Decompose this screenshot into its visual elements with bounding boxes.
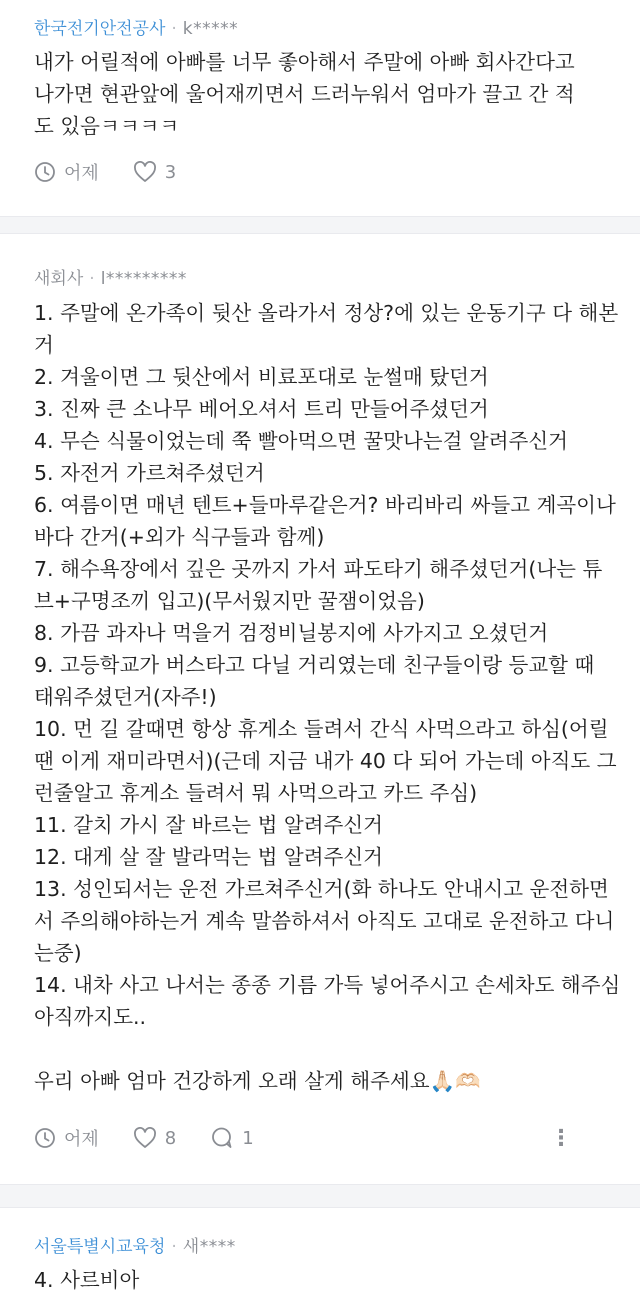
meta-separator-dot: · bbox=[171, 1237, 177, 1257]
comment-line: 4. 사르비아 bbox=[34, 1268, 140, 1292]
comment-line: 9. 고등학교가 버스타고 다닐 거리였는데 친구들이랑 등교할 때 bbox=[34, 653, 595, 677]
more-options-button[interactable] bbox=[550, 1126, 572, 1151]
heart-icon bbox=[133, 161, 157, 183]
clock-icon bbox=[34, 1127, 56, 1149]
comment-divider bbox=[0, 216, 640, 234]
comment-line: 11. 갈치 가시 잘 바르는 법 알려주신거 bbox=[34, 813, 383, 837]
blank-line bbox=[34, 1033, 614, 1065]
comment-line: 런줄알고 휴게소 들려서 뭐 사먹으라고 카드 주심) bbox=[34, 781, 478, 805]
comment-body bbox=[34, 1264, 614, 1296]
comment-line: 8. 가끔 과자나 먹을거 검정비닐봉지에 사가지고 오셨던거 bbox=[34, 621, 549, 645]
comment-line: 아직까지도.. bbox=[34, 1005, 147, 1029]
timestamp-label: 어제 bbox=[64, 163, 99, 184]
heart-icon bbox=[133, 1127, 157, 1149]
meta-separator-dot: · bbox=[171, 19, 177, 39]
comment-line: 도 있음ㅋㅋㅋㅋ bbox=[34, 114, 180, 138]
comment-body bbox=[34, 297, 621, 1097]
speech-bubble-icon bbox=[210, 1126, 234, 1150]
company-link[interactable]: 서울특별시교육청 bbox=[34, 1237, 166, 1257]
comment-line: 바다 간거(+외가 식구들과 함께) bbox=[34, 525, 325, 549]
comment-line: 2. 겨울이면 그 뒷산에서 비료포대로 눈썰매 탔던거 bbox=[34, 365, 489, 389]
meta-separator-dot: · bbox=[89, 269, 95, 289]
like-count: 8 bbox=[164, 1127, 177, 1149]
vertical-dots-icon: ⋮ bbox=[550, 1125, 572, 1151]
comment-line: 6. 여름이면 매년 텐트+들마루같은거? 바리바리 싸들고 계곡이나 bbox=[34, 493, 616, 517]
comment-line: 는중) bbox=[34, 941, 82, 965]
comment-meta bbox=[34, 264, 187, 289]
comment-line: 14. 내차 사고 나서는 종종 기름 가득 넣어주시고 손세차도 해주심 bbox=[34, 973, 621, 997]
comment-line: 거 bbox=[34, 333, 54, 357]
username: 새**** bbox=[182, 1237, 236, 1257]
clock-icon bbox=[34, 161, 56, 183]
like-button[interactable] bbox=[133, 161, 176, 183]
comment-line: 나가면 현관앞에 울어재끼면서 드러누워서 엄마가 끌고 간 적 bbox=[34, 82, 575, 106]
username: k***** bbox=[182, 19, 239, 39]
comment-line: 13. 성인되서는 운전 가르쳐주신거(화 하나도 안내시고 운전하면 bbox=[34, 877, 609, 901]
company-link[interactable]: 새회사 bbox=[34, 269, 84, 289]
comment-line: 브+구명조끼 입고)(무서웠지만 꿀잼이었음) bbox=[34, 589, 425, 613]
comment-line: 내가 어릴적에 아빠를 너무 좋아해서 주말에 아빠 회사간다고 bbox=[34, 50, 575, 74]
like-count: 3 bbox=[164, 161, 177, 183]
comment-meta bbox=[34, 14, 238, 39]
comment-line: 우리 아빠 엄마 건강하게 오래 살게 해주세요🙏🏻🫶🏻 bbox=[34, 1069, 481, 1093]
comment-line: 12. 대게 살 잘 발라먹는 법 알려주신거 bbox=[34, 845, 383, 869]
comment-line: 태워주셨던거(자주!) bbox=[34, 685, 217, 709]
comment-card bbox=[0, 0, 640, 216]
comment-body bbox=[34, 46, 614, 142]
comment-line: 4. 무슨 식물이었는데 쭉 빨아먹으면 꿀맛나는걸 알려주신거 bbox=[34, 429, 568, 453]
comment-line: 5. 자전거 가르쳐주셨던거 bbox=[34, 461, 265, 485]
comment-line: 서 주의해야하는거 계속 말씀하셔서 아직도 고대로 운전하고 다니 bbox=[34, 909, 615, 933]
timestamp bbox=[34, 159, 99, 185]
like-button[interactable] bbox=[133, 1127, 176, 1149]
username: l********* bbox=[100, 269, 187, 289]
timestamp-label: 어제 bbox=[64, 1129, 99, 1150]
comment-card bbox=[0, 1208, 640, 1292]
comment-meta bbox=[34, 1232, 236, 1257]
comment-line: 1. 주말에 온가족이 뒷산 올라가서 정상?에 있는 운동기구 다 해본 bbox=[34, 301, 619, 325]
comment-card bbox=[0, 234, 640, 1184]
reply-button[interactable] bbox=[210, 1126, 253, 1150]
comment-divider bbox=[0, 1184, 640, 1208]
comment-line: 10. 먼 길 갈때면 항상 휴게소 들려서 간식 사먹으라고 하심(어릴 bbox=[34, 717, 609, 741]
comment-line: 7. 해수욕장에서 깊은 곳까지 가서 파도타기 해주셨던거(나는 튜 bbox=[34, 557, 603, 581]
comment-line: 3. 진짜 큰 소나무 베어오셔서 트리 만들어주셨던거 bbox=[34, 397, 489, 421]
comment-actions bbox=[34, 157, 210, 187]
timestamp bbox=[34, 1125, 99, 1151]
comment-line: 땐 이게 재미라면서)(근데 지금 내가 40 다 되어 가는데 아직도 그 bbox=[34, 749, 617, 773]
company-link[interactable]: 한국전기안전공사 bbox=[34, 19, 166, 39]
reply-count: 1 bbox=[242, 1127, 254, 1149]
comment-actions bbox=[34, 1123, 606, 1153]
